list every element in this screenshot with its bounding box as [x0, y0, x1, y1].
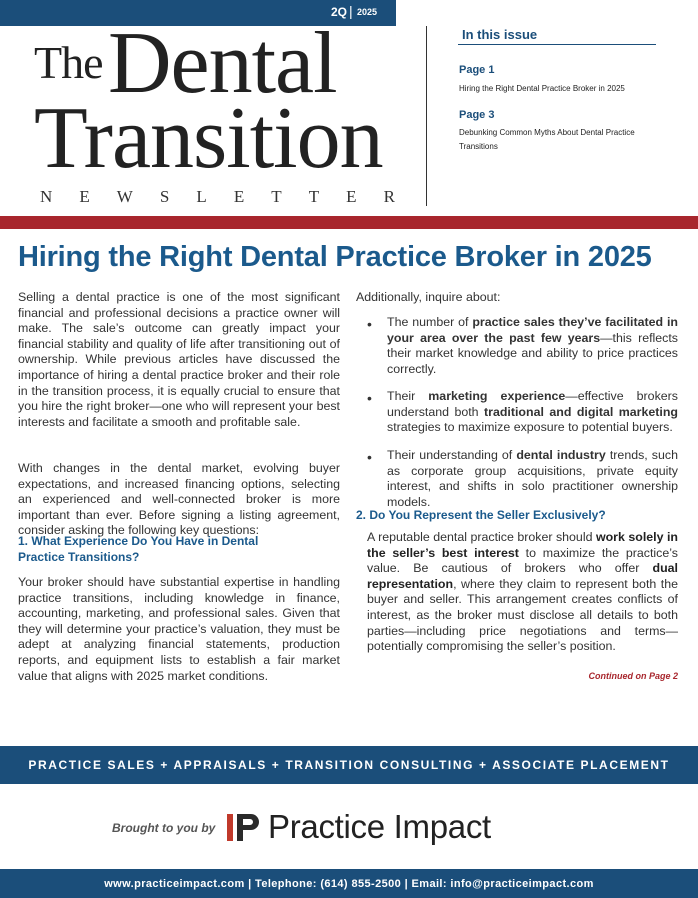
header-divider — [426, 26, 427, 206]
newsletter-letter: L — [196, 187, 207, 206]
bullet-3-bold: dental industry — [516, 448, 606, 462]
toc-title: In this issue — [462, 27, 538, 42]
intro-paragraph-1: Selling a dental practice is one of the most significant financial and professional decisions a practice owner will make. The sale’s outcome can greatly impact your financial stability and quality of life after transitioning out of ownership. While previous articles have discussed the importance of hiring a dental practice broker and their role in the transition process, it is equally crucial to ensure that you hire the right broker—one who will represent your best interests and facilitate a smooth and profitable sale. — [18, 290, 340, 429]
newsletter-letter: N — [40, 187, 53, 206]
bullet-2-post: strategies to maximize exposure to potential buyers. — [387, 420, 673, 435]
masthead-dental: Dental — [108, 15, 337, 112]
header-red-bar — [0, 216, 698, 229]
bullet-2-pre: Their — [387, 389, 429, 403]
bullet-item-2 — [387, 389, 678, 436]
issue-year: 2025 — [357, 7, 378, 17]
bullet-1-bold: practice sales they’ve facilitated in your area over the past few years — [387, 315, 678, 345]
toc-underline — [458, 44, 656, 45]
masthead-the: The — [34, 37, 103, 88]
services-text: PRACTICE SALES + APPRAISALS + TRANSITION CONSULTING + ASSOCIATE PLACEMENT — [28, 758, 670, 772]
bullet-item-1 — [387, 315, 678, 377]
question-1-heading: 1. What Experience Do You Have in Dental Practice Transitions? — [18, 534, 259, 564]
newsletter-letter: E — [79, 187, 90, 206]
q2-pre: A reputable dental practice broker should — [367, 530, 596, 544]
bullet-2-bold: marketing experience — [428, 389, 566, 403]
services-bar — [0, 746, 698, 784]
bullet-2-mid: —effective brokers understand both — [387, 389, 678, 419]
newsletter-letter: T — [271, 187, 282, 206]
toc-item-3-desc[interactable]: Debunking Common Myths About Dental Practice Transitions — [459, 128, 635, 151]
bullet-3-post: trends, such as corporate group acquisitions, private equity interest, and shifts in solo practitioner ownership models. — [387, 448, 678, 509]
q2-bold-2: dual representation — [367, 561, 678, 591]
question-2-heading: 2. Do You Represent the Seller Exclusively? — [356, 508, 606, 522]
bullet-2-bold2: traditional and digital marketing — [484, 404, 678, 419]
masthead-transition: Transition — [34, 90, 383, 187]
question-2-body — [367, 530, 678, 655]
toc-item-1-desc[interactable]: Hiring the Right Dental Practice Broker in 2025 — [459, 84, 625, 93]
newsletter-letter: R — [383, 187, 395, 206]
masthead-newsletter — [40, 187, 395, 207]
brought-to-you-by: Brought to you by — [112, 821, 216, 835]
continued-link[interactable]: Continued on Page 2 — [588, 671, 678, 681]
article-left-column — [18, 290, 340, 430]
newsletter-letter: W — [116, 187, 133, 206]
issue-separator: | — [349, 3, 353, 19]
bullet-1-post: —this reflects their market knowledge and ability to price practices correctly. — [387, 330, 679, 376]
toc-page-3-link[interactable]: Page 3 — [459, 109, 495, 121]
q2-bold-1: work solely in the seller’s best interest — [367, 530, 678, 560]
newsletter-letter: E — [346, 187, 357, 206]
question-1-body: Your broker should have substantial expertise in handling practice transitions, including knowledge in finance, accounting, marketing, and professional sales. Given that they will determine your practice’s valuation, they must be adept at analyzing financial statements, production reports, and equipment lists to establish a fair market value that aligns with 2025 market conditions. — [18, 575, 340, 683]
bullet-marker: • — [367, 390, 372, 406]
footer-bar — [0, 869, 698, 898]
bullet-marker: • — [367, 316, 372, 332]
q2-mid: to maximize the practice’s value. Be cautious of brokers who offer — [367, 545, 678, 576]
practice-impact-logo-icon — [227, 811, 259, 843]
newsletter-letter: S — [159, 187, 170, 206]
newsletter-letter: E — [233, 187, 245, 206]
footer-contact[interactable]: www.practiceimpact.com | Telephone: (614) 855-2500 | Email: info@practiceimpact.com — [104, 878, 594, 890]
article-left-column-3 — [18, 575, 340, 684]
q2-post: , where they claim to represent both the buyer and seller. This arrangement creates conflicts of interest, as the broker must disclose all details to both parties—including price negotiations and terms—potentially compromising the seller’s position. — [367, 576, 678, 654]
practice-impact-logo-text: Practice Impact — [268, 808, 491, 845]
additionally-text: Additionally, inquire about: — [356, 290, 501, 304]
newsletter-letter: T — [308, 187, 320, 206]
article-left-column-2 — [18, 461, 340, 539]
bullet-3-pre: Their understanding of — [387, 448, 517, 462]
bullet-1-pre: The number of — [387, 315, 473, 329]
toc-page-1-link[interactable]: Page 1 — [459, 64, 495, 76]
article-headline: Hiring the Right Dental Practice Broker in 2025 — [18, 241, 652, 273]
bullet-item-3 — [387, 448, 678, 510]
bullet-marker: • — [367, 449, 372, 465]
issue-number: 2Q — [331, 5, 348, 19]
intro-paragraph-2: With changes in the dental market, evolving buyer expectations, and increased financing options, selecting an experienced and well-connected broker is more important than ever. Before signing a listing agreement, consider asking the following key questions: — [18, 461, 340, 538]
